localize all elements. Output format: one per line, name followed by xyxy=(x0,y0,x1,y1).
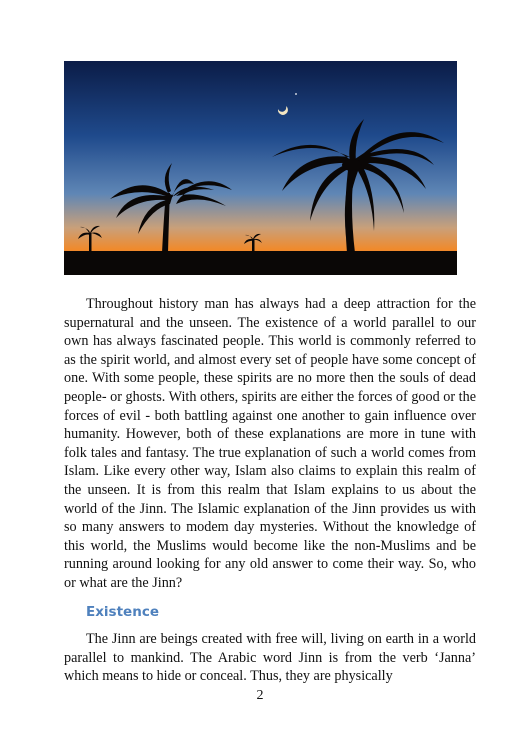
page-number: 2 xyxy=(256,688,264,703)
body-paragraph-1: Throughout history man has always had a deep attraction for the supernatural and the unseen. The existence of a world parallel to our own has always fascinated people. This world is commonly referred to as the spirit world, and almost every set of people have some concept of one. With some people, these spirits are no more then the souls of dead people- or ghosts. With others, spirits are either the forces of good or the forces of evil - both battling against one another to gain influence over humanity. However, both of these explanations are more in tune with folk tales and fantasy. The true explanation of such a world comes from Islam. Like every other way, Islam also claims to explain this realm of the unseen. It is from this realm that Islam explains to us about the world of the Jinn. The Islamic explanation of the Jinn provides us with so many answers to modem day mysteries. Without the knowledge of this world, the Muslims would become like the non-Muslims and be running around looking for any old answer to come their way. So, who or what are the Jinn? xyxy=(64,296,476,591)
sunset-palm-photo xyxy=(64,61,457,275)
body-paragraph-2: The Jinn are beings created with free will, living on earth in a world parallel to mankind. The Arabic word Jinn is from the verb ‘Janna’ which means to hide or conceal. Thus, they are physically xyxy=(64,631,476,685)
palm-silhouette-image xyxy=(64,61,457,275)
section-heading: Existence xyxy=(86,604,159,620)
